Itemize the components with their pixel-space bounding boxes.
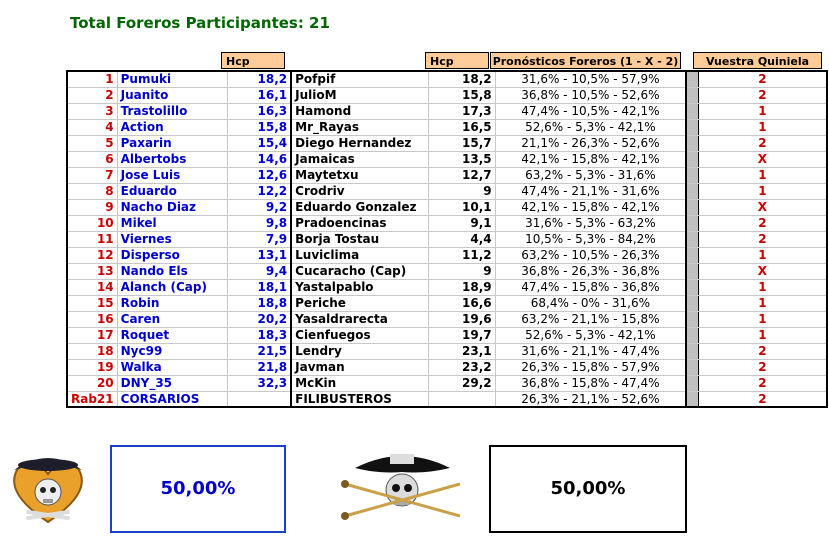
separator (686, 263, 698, 279)
quiniela-pick: X (698, 199, 827, 215)
right-name: Lendry (291, 343, 428, 359)
row-number: 17 (67, 327, 117, 343)
row-number: 15 (67, 295, 117, 311)
quiniela-pick: 1 (698, 327, 827, 343)
quiniela-pick: X (698, 151, 827, 167)
table-row (67, 263, 827, 279)
right-hcp: 13,5 (428, 151, 495, 167)
right-hcp: 29,2 (428, 375, 495, 391)
right-hcp: 15,8 (428, 87, 495, 103)
results-table (66, 70, 828, 408)
left-name: Mikel (117, 215, 227, 231)
left-name: Viernes (117, 231, 227, 247)
header-pronosticos: Pronósticos Foreros (1 - X - 2) (490, 52, 681, 69)
left-hcp: 15,8 (227, 119, 291, 135)
page-title: Total Foreros Participantes: 21 (70, 14, 330, 32)
left-name: Alanch (Cap) (117, 279, 227, 295)
right-name: Luviclima (291, 247, 428, 263)
row-number: 1 (67, 71, 117, 87)
table-row (67, 183, 827, 199)
quiniela-pick: 1 (698, 247, 827, 263)
separator (686, 199, 698, 215)
left-hcp: 9,4 (227, 263, 291, 279)
separator (686, 247, 698, 263)
left-hcp: 7,9 (227, 231, 291, 247)
pronostico: 47,4% - 15,8% - 36,8% (495, 279, 686, 295)
left-hcp: 18,3 (227, 327, 291, 343)
left-name: Juanito (117, 87, 227, 103)
table-row (67, 391, 827, 407)
quiniela-pick: 2 (698, 71, 827, 87)
left-hcp: 32,3 (227, 375, 291, 391)
left-hcp: 16,1 (227, 87, 291, 103)
table-row (67, 103, 827, 119)
left-name: Walka (117, 359, 227, 375)
left-hcp (227, 391, 291, 407)
header-hcp-left: Hcp (221, 52, 285, 69)
table-row (67, 295, 827, 311)
quiniela-pick: 2 (698, 135, 827, 151)
left-hcp: 16,3 (227, 103, 291, 119)
pronostico: 10,5% - 5,3% - 84,2% (495, 231, 686, 247)
right-name: Pofpif (291, 71, 428, 87)
right-hcp: 4,4 (428, 231, 495, 247)
pronostico: 26,3% - 21,1% - 52,6% (495, 391, 686, 407)
pronostico: 63,2% - 10,5% - 26,3% (495, 247, 686, 263)
right-hcp: 18,9 (428, 279, 495, 295)
right-hcp: 9,1 (428, 215, 495, 231)
right-hcp: 15,7 (428, 135, 495, 151)
row-number: 5 (67, 135, 117, 151)
separator (686, 359, 698, 375)
table-row (67, 311, 827, 327)
left-name: Eduardo (117, 183, 227, 199)
row-number: 12 (67, 247, 117, 263)
pirate-skull-crossed-swords-icon (335, 450, 470, 522)
left-hcp: 13,1 (227, 247, 291, 263)
table-row (67, 327, 827, 343)
row-number: Rab21 (67, 391, 117, 407)
quiniela-pick: 1 (698, 279, 827, 295)
table-row (67, 375, 827, 391)
right-hcp: 17,3 (428, 103, 495, 119)
table-row (67, 215, 827, 231)
left-hcp: 18,2 (227, 71, 291, 87)
table-row (67, 71, 827, 87)
row-number: 7 (67, 167, 117, 183)
row-number: 19 (67, 359, 117, 375)
right-name: Periche (291, 295, 428, 311)
quiniela-pick: 1 (698, 119, 827, 135)
table-row (67, 359, 827, 375)
table-row (67, 167, 827, 183)
right-name: Hamond (291, 103, 428, 119)
separator (686, 151, 698, 167)
right-hcp: 10,1 (428, 199, 495, 215)
pronostico: 31,6% - 5,3% - 63,2% (495, 215, 686, 231)
right-name: Yasaldrarecta (291, 311, 428, 327)
row-number: 20 (67, 375, 117, 391)
table-row (67, 199, 827, 215)
left-name: Jose Luis (117, 167, 227, 183)
quiniela-pick: X (698, 263, 827, 279)
separator (686, 87, 698, 103)
table-row (67, 247, 827, 263)
header-quiniela: Vuestra Quiniela (693, 52, 822, 69)
left-name: Roquet (117, 327, 227, 343)
row-number: 10 (67, 215, 117, 231)
left-hcp: 18,8 (227, 295, 291, 311)
right-name: Pradoencinas (291, 215, 428, 231)
left-name: CORSARIOS (117, 391, 227, 407)
table-row (67, 119, 827, 135)
separator (686, 103, 698, 119)
pronostico: 52,6% - 5,3% - 42,1% (495, 327, 686, 343)
quiniela-pick: 1 (698, 311, 827, 327)
separator (686, 167, 698, 183)
right-hcp: 9 (428, 183, 495, 199)
right-name: Crodriv (291, 183, 428, 199)
row-number: 11 (67, 231, 117, 247)
row-number: 3 (67, 103, 117, 119)
row-number: 14 (67, 279, 117, 295)
separator (686, 71, 698, 87)
score-box-left: 50,00% (110, 445, 286, 533)
pronostico: 36,8% - 15,8% - 47,4% (495, 375, 686, 391)
table-row (67, 135, 827, 151)
separator (686, 215, 698, 231)
row-number: 4 (67, 119, 117, 135)
pirate-heart-skull-icon (8, 450, 88, 526)
right-hcp: 12,7 (428, 167, 495, 183)
right-name: FILIBUSTEROS (291, 391, 428, 407)
pronostico: 42,1% - 15,8% - 42,1% (495, 199, 686, 215)
left-name: Disperso (117, 247, 227, 263)
quiniela-pick: 2 (698, 391, 827, 407)
separator (686, 295, 698, 311)
pronostico: 21,1% - 26,3% - 52,6% (495, 135, 686, 151)
table-row (67, 279, 827, 295)
pronostico: 42,1% - 15,8% - 42,1% (495, 151, 686, 167)
left-hcp: 21,5 (227, 343, 291, 359)
left-name: DNY_35 (117, 375, 227, 391)
right-name: Cucaracho (Cap) (291, 263, 428, 279)
quiniela-pick: 2 (698, 87, 827, 103)
right-hcp: 11,2 (428, 247, 495, 263)
right-hcp: 18,2 (428, 71, 495, 87)
separator (686, 279, 698, 295)
row-number: 6 (67, 151, 117, 167)
separator (686, 375, 698, 391)
right-name: Mr_Rayas (291, 119, 428, 135)
left-name: Nyc99 (117, 343, 227, 359)
quiniela-pick: 1 (698, 103, 827, 119)
right-name: Borja Tostau (291, 231, 428, 247)
pronostico: 47,4% - 10,5% - 42,1% (495, 103, 686, 119)
row-number: 8 (67, 183, 117, 199)
left-name: Paxarin (117, 135, 227, 151)
header-hcp-right: Hcp (425, 52, 489, 69)
separator (686, 327, 698, 343)
right-hcp: 23,1 (428, 343, 495, 359)
left-name: Albertobs (117, 151, 227, 167)
pronostico: 31,6% - 10,5% - 57,9% (495, 71, 686, 87)
row-number: 16 (67, 311, 117, 327)
table-row (67, 151, 827, 167)
right-name: JulioM (291, 87, 428, 103)
right-name: McKin (291, 375, 428, 391)
quiniela-pick: 1 (698, 167, 827, 183)
pronostico: 63,2% - 5,3% - 31,6% (495, 167, 686, 183)
separator (686, 119, 698, 135)
left-hcp: 12,2 (227, 183, 291, 199)
left-hcp: 12,6 (227, 167, 291, 183)
right-name: Maytetxu (291, 167, 428, 183)
quiniela-pick: 1 (698, 183, 827, 199)
right-name: Yastalpablo (291, 279, 428, 295)
right-hcp: 19,6 (428, 311, 495, 327)
pronostico: 68,4% - 0% - 31,6% (495, 295, 686, 311)
quiniela-pick: 2 (698, 231, 827, 247)
left-hcp: 18,1 (227, 279, 291, 295)
separator (686, 343, 698, 359)
quiniela-pick: 2 (698, 343, 827, 359)
separator (686, 231, 698, 247)
quiniela-pick: 2 (698, 215, 827, 231)
left-hcp: 20,2 (227, 311, 291, 327)
left-name: Caren (117, 311, 227, 327)
quiniela-pick: 2 (698, 375, 827, 391)
right-name: Diego Hernandez (291, 135, 428, 151)
separator (686, 311, 698, 327)
left-name: Nando Els (117, 263, 227, 279)
quiniela-pick: 1 (698, 295, 827, 311)
pronostico: 26,3% - 15,8% - 57,9% (495, 359, 686, 375)
row-number: 9 (67, 199, 117, 215)
pronostico: 36,8% - 26,3% - 36,8% (495, 263, 686, 279)
left-hcp: 9,8 (227, 215, 291, 231)
right-name: Cienfuegos (291, 327, 428, 343)
score-box-right: 50,00% (489, 445, 687, 533)
pronostico: 63,2% - 21,1% - 15,8% (495, 311, 686, 327)
right-hcp: 16,5 (428, 119, 495, 135)
table-row (67, 343, 827, 359)
left-hcp: 15,4 (227, 135, 291, 151)
left-name: Action (117, 119, 227, 135)
pronostico: 36,8% - 10,5% - 52,6% (495, 87, 686, 103)
right-name: Jamaicas (291, 151, 428, 167)
left-hcp: 21,8 (227, 359, 291, 375)
right-name: Javman (291, 359, 428, 375)
right-hcp (428, 391, 495, 407)
table-row (67, 231, 827, 247)
left-name: Nacho Diaz (117, 199, 227, 215)
left-name: Trastolillo (117, 103, 227, 119)
row-number: 13 (67, 263, 117, 279)
right-name: Eduardo Gonzalez (291, 199, 428, 215)
left-hcp: 14,6 (227, 151, 291, 167)
left-hcp: 9,2 (227, 199, 291, 215)
pronostico: 47,4% - 21,1% - 31,6% (495, 183, 686, 199)
right-hcp: 19,7 (428, 327, 495, 343)
table-row (67, 87, 827, 103)
right-hcp: 23,2 (428, 359, 495, 375)
separator (686, 391, 698, 407)
row-number: 18 (67, 343, 117, 359)
pronostico: 31,6% - 21,1% - 47,4% (495, 343, 686, 359)
right-hcp: 16,6 (428, 295, 495, 311)
pronostico: 52,6% - 5,3% - 42,1% (495, 119, 686, 135)
separator (686, 135, 698, 151)
left-name: Robin (117, 295, 227, 311)
row-number: 2 (67, 87, 117, 103)
quiniela-pick: 2 (698, 359, 827, 375)
left-name: Pumuki (117, 71, 227, 87)
right-hcp: 9 (428, 263, 495, 279)
separator (686, 183, 698, 199)
